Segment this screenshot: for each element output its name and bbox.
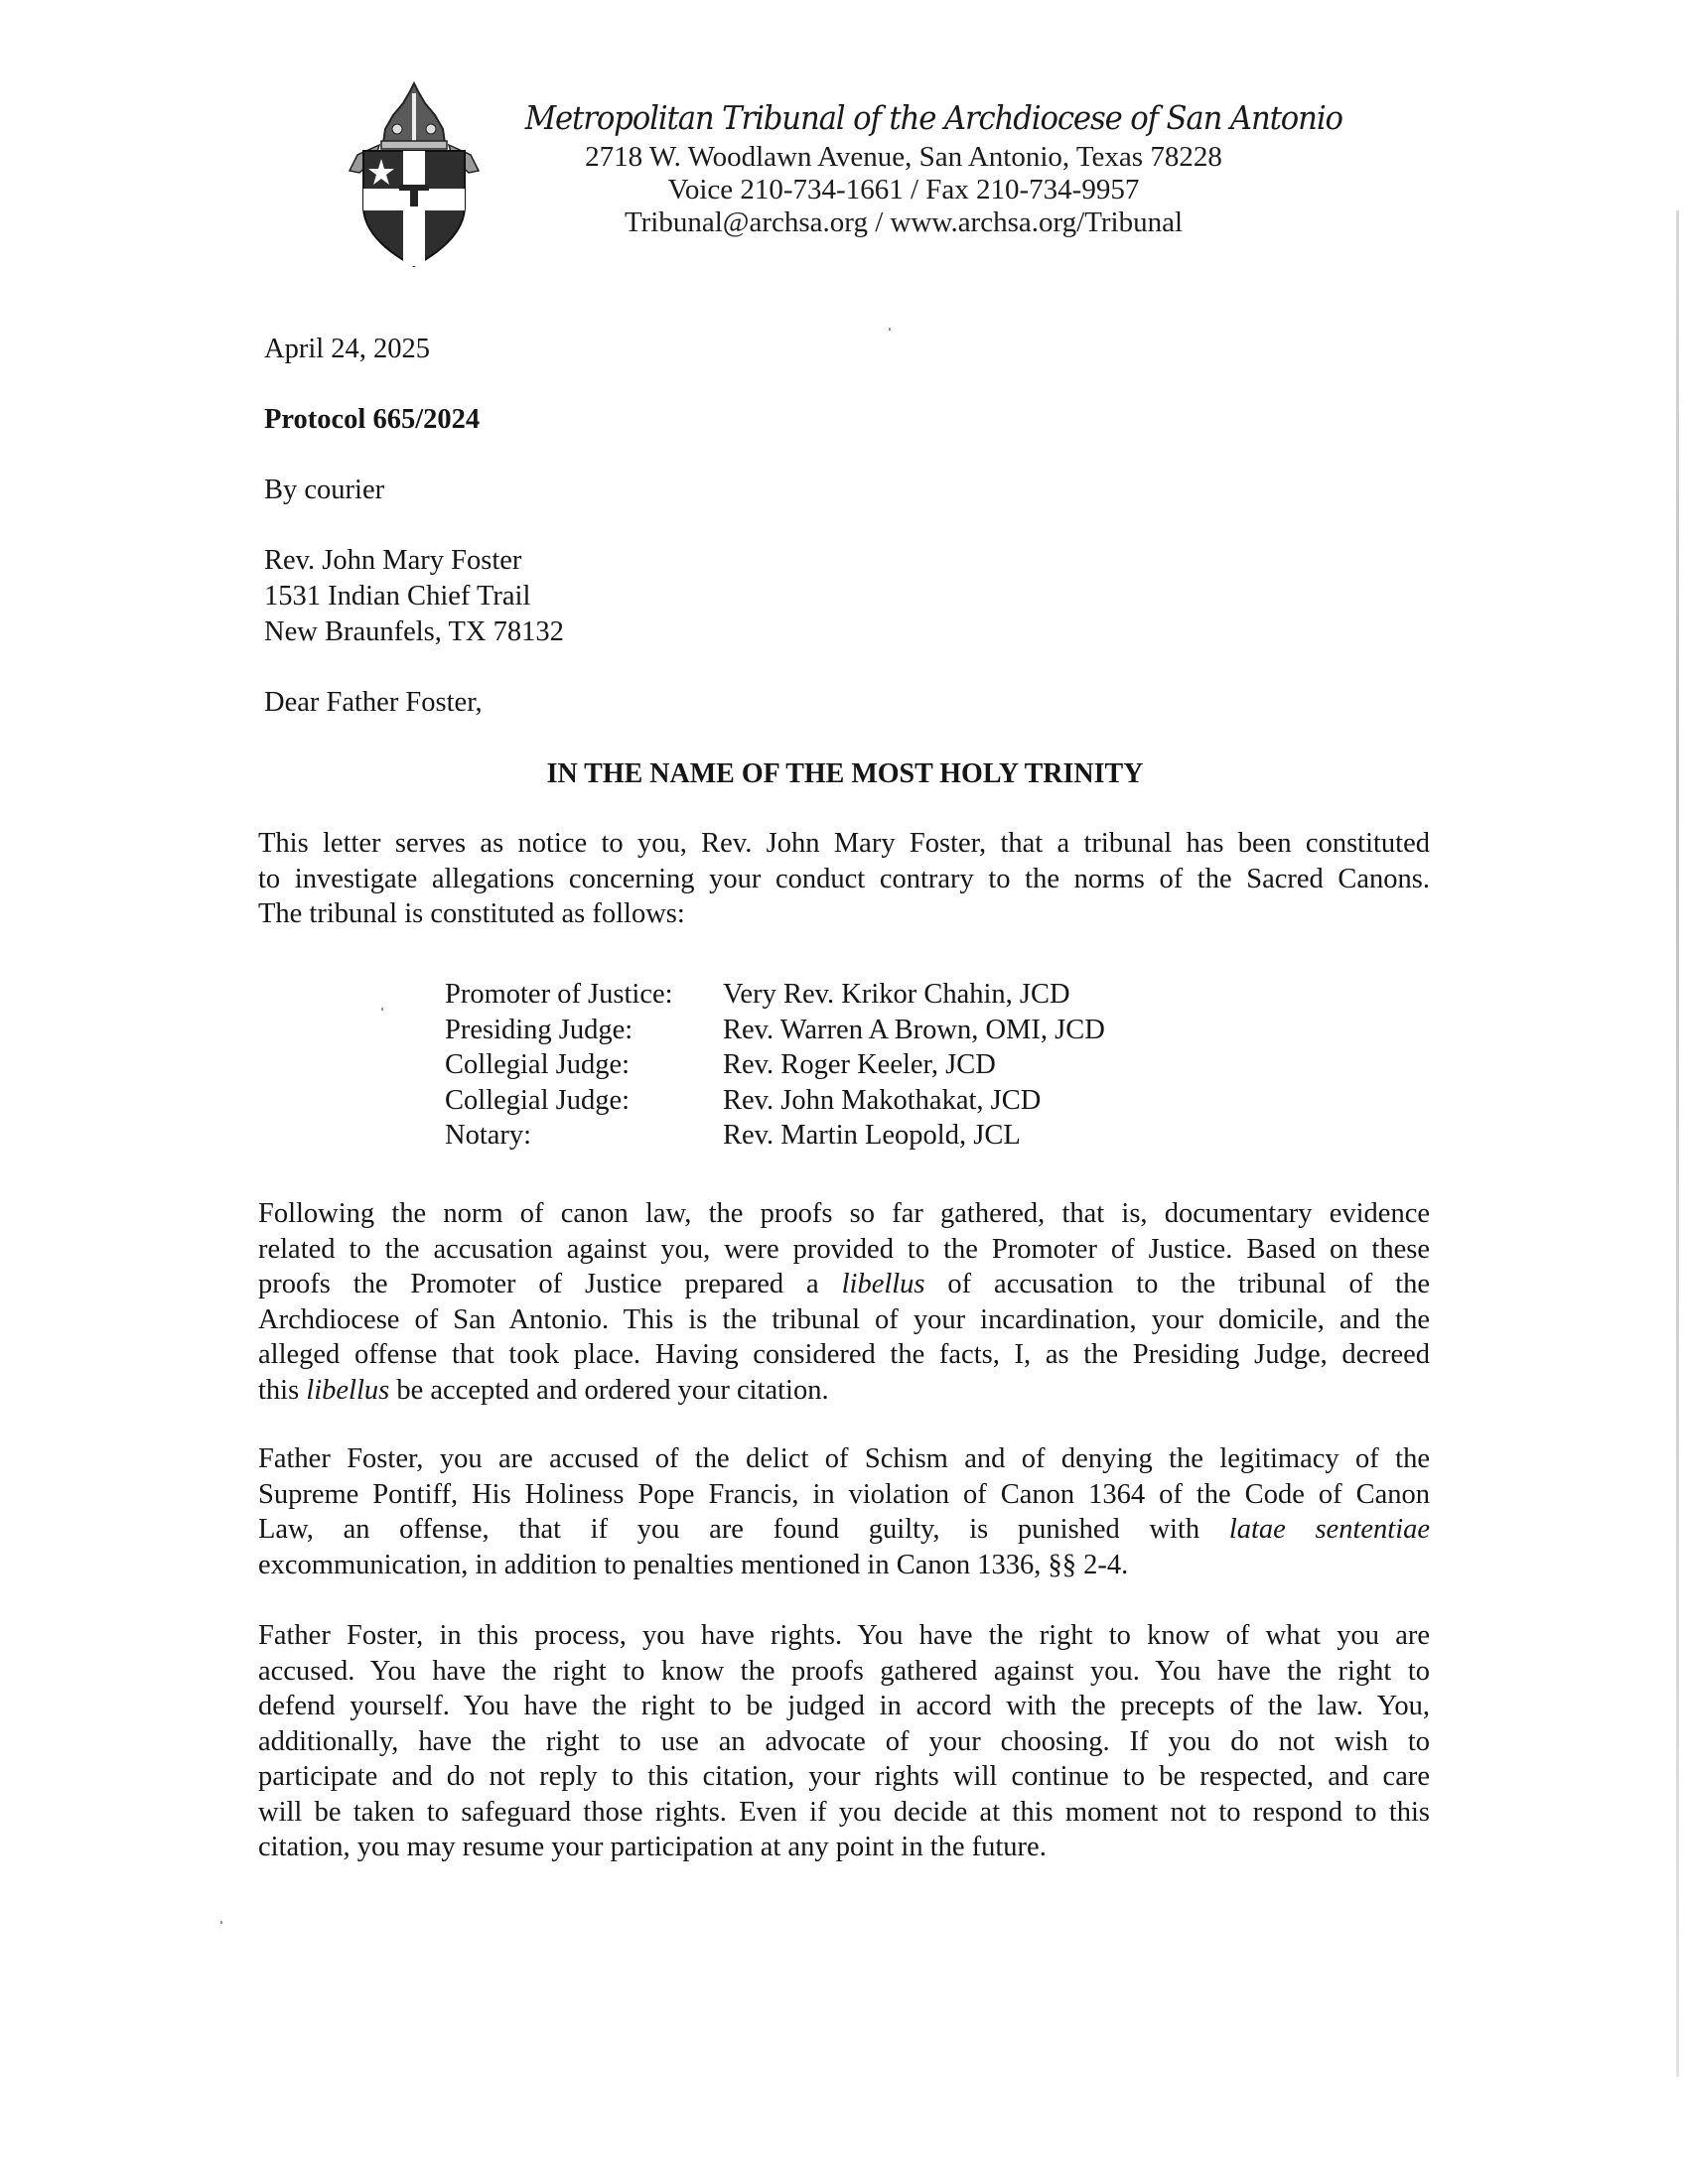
latin-term: libellus <box>841 1269 925 1299</box>
letterhead-title: Metropolitan Tribunal of the Archdiocese of San Antonio <box>524 98 1342 137</box>
letter-date: April 24, 2025 <box>264 334 431 364</box>
delivery-method: By courier <box>264 475 385 505</box>
letterhead-phone: Voice 210-734-1661 / Fax 210-734-9957 <box>667 174 1140 205</box>
tribunal-row <box>445 1013 1105 1048</box>
tribunal-role: Collegial Judge: <box>445 1084 631 1116</box>
paragraph-line: Supreme Pontiff, His Holiness Pope Francis, in violation of Canon 1364 of the Code of Canon <box>258 1478 1430 1510</box>
tribunal-composition <box>445 977 1105 1154</box>
paragraph-notice <box>258 826 1430 932</box>
paragraph-line: Father Foster, you are accused of the delict of Schism and of denying the legitimacy of the <box>258 1443 1430 1474</box>
paragraph-line: citation, you may resume your participation at any point in the future. <box>258 1832 1047 1862</box>
paragraph-line: excommunication, in addition to penalties mentioned in Canon 1336, §§ 2-4. <box>258 1549 1129 1580</box>
paragraph-line: will be taken to safeguard those rights. Even if you decide at this moment not to respond to this <box>258 1796 1430 1828</box>
text-run: be accepted and ordered your citation. <box>389 1374 829 1406</box>
paragraph-line: Following the norm of canon law, the proofs so far gathered, that is, documentary evidence <box>258 1198 1430 1229</box>
paragraph-line: accused. You have the right to know the proofs gathered against you. You have the right to <box>258 1655 1430 1687</box>
latin-term: latae sententiae <box>1228 1514 1431 1545</box>
tribunal-row <box>445 1118 1105 1154</box>
tribunal-role: Promoter of Justice: <box>445 979 673 1010</box>
paragraph-rights <box>258 1618 1430 1865</box>
recipient-address <box>264 543 564 650</box>
letterhead-address: 2718 W. Woodlawn Avenue, San Antonio, Texas 78228 <box>585 141 1222 173</box>
latin-term: libellus <box>306 1374 390 1406</box>
tribunal-member: Rev. Martin Leopold, JCL <box>723 1120 1021 1151</box>
text-run: this <box>258 1374 307 1406</box>
scan-speck <box>381 1008 383 1011</box>
salutation: Dear Father Foster, <box>264 687 483 718</box>
paragraph-line: alleged offense that took place. Having considered the facts, I, as the Presiding Judge, decreed <box>258 1339 1430 1370</box>
protocol-number: Protocol 665/2024 <box>264 404 481 435</box>
text-run: proofs the Promoter of Justice prepared a <box>258 1269 842 1299</box>
tribunal-role: Collegial Judge: <box>445 1049 631 1080</box>
paragraph-line <box>258 1512 1430 1548</box>
scan-speck <box>889 328 891 331</box>
tribunal-member: Rev. Roger Keeler, JCD <box>723 1049 996 1080</box>
invocation-heading: IN THE NAME OF THE MOST HOLY TRINITY <box>546 758 1144 789</box>
tribunal-member: Rev. Warren A Brown, OMI, JCD <box>723 1014 1105 1045</box>
paragraph-line: This letter serves as notice to you, Rev. John Mary Foster, that a tribunal has been constituted <box>258 828 1430 859</box>
paragraph-line: The tribunal is constituted as follows: <box>258 898 685 929</box>
paragraph-line: additionally, have the right to use an advocate of your choosing. If you do not wish to <box>258 1725 1430 1757</box>
text-run: of accusation to the tribunal of the <box>924 1269 1430 1299</box>
scan-artifact-line <box>1676 210 1679 2077</box>
paragraph-proofs <box>258 1196 1430 1408</box>
tribunal-member: Rev. John Makothakat, JCD <box>723 1084 1042 1116</box>
tribunal-member: Very Rev. Krikor Chahin, JCD <box>723 979 1070 1010</box>
recipient-name: Rev. John Mary Foster <box>264 545 522 576</box>
paragraph-line: to investigate allegations concerning your conduct contrary to the norms of the Sacred Canons. <box>258 863 1430 894</box>
tribunal-row <box>445 1047 1105 1083</box>
scan-speck <box>220 1921 222 1924</box>
text-run: Law, an offense, that if you are found guilty, is punished with <box>258 1514 1229 1545</box>
paragraph-line <box>258 1267 1430 1302</box>
paragraph-accusation <box>258 1441 1430 1582</box>
paragraph-line: defend yourself. You have the right to be judged in accord with the precepts of the law. You, <box>258 1691 1430 1721</box>
tribunal-row <box>445 977 1105 1013</box>
paragraph-line <box>258 1373 1430 1409</box>
paragraph-line: participate and do not reply to this citation, your rights will continue to be respected, and care <box>258 1761 1430 1792</box>
tribunal-role: Notary: <box>445 1120 532 1151</box>
archdiocese-coat-of-arms-icon <box>340 81 489 270</box>
tribunal-role: Presiding Judge: <box>445 1014 633 1045</box>
letterhead <box>496 95 1342 239</box>
tribunal-row <box>445 1083 1105 1119</box>
paragraph-line: related to the accusation against you, were provided to the Promoter of Justice. Based on these <box>258 1233 1430 1265</box>
letterhead-contact: Tribunal@archsa.org / www.archsa.org/Tribunal <box>624 206 1184 238</box>
paragraph-line: Father Foster, in this process, you have rights. You have the right to know of what you are <box>258 1620 1430 1651</box>
recipient-street: 1531 Indian Chief Trail <box>264 581 531 612</box>
paragraph-line: Archdiocese of San Antonio. This is the tribunal of your incardination, your domicile, and the <box>258 1303 1430 1335</box>
recipient-city: New Braunfels, TX 78132 <box>264 616 564 647</box>
